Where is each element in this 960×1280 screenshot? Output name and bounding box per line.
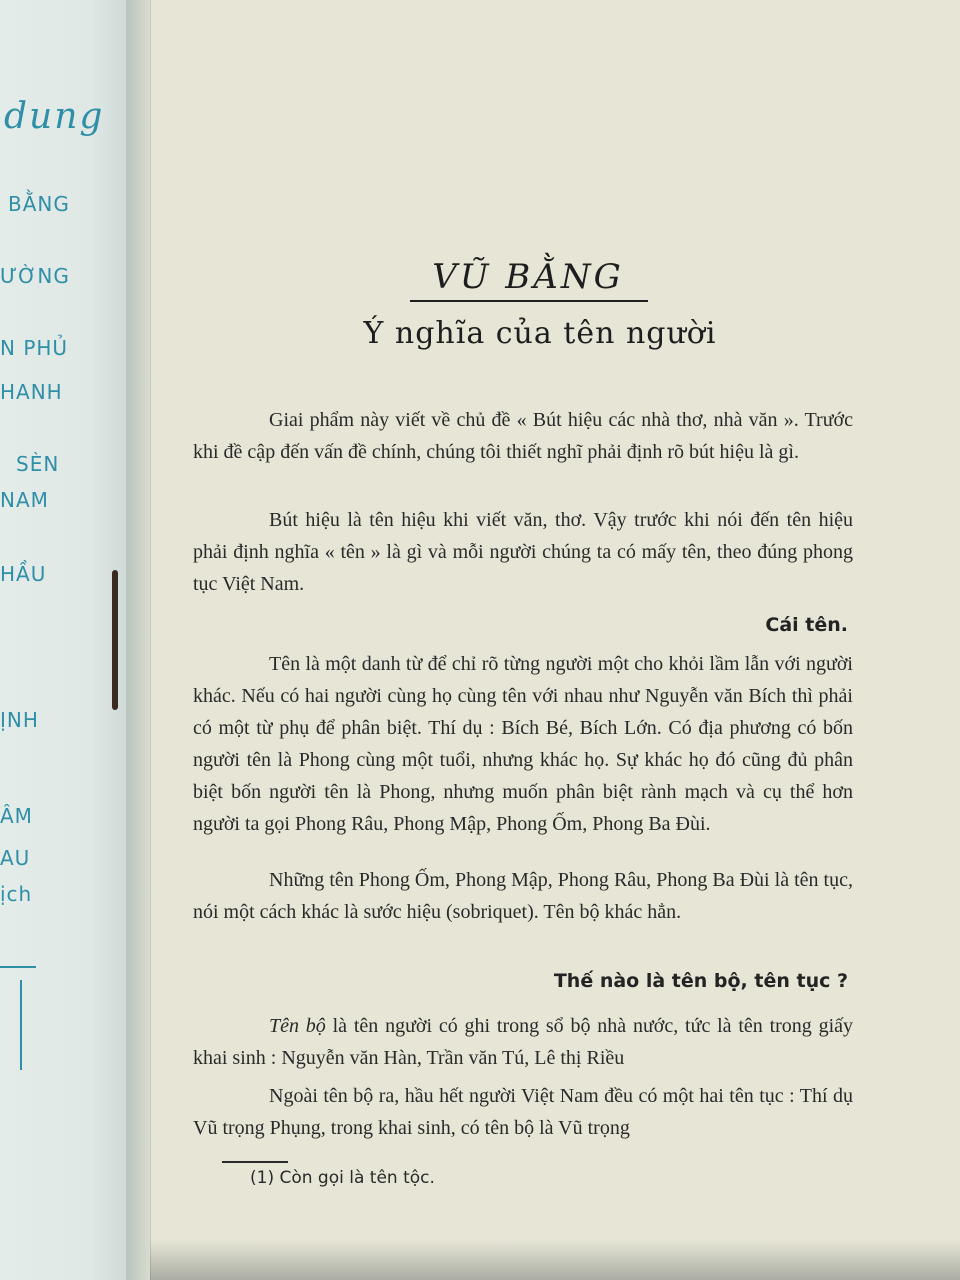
footnote-rule [222, 1161, 288, 1163]
footnote: (1) Còn gọi là tên tộc. [250, 1168, 435, 1188]
paragraph: Ngoài tên bộ ra, hầu hết người Việt Nam đều có một hai tên tục : Thí dụ Vũ trọng Phụng, trong khai sinh, có tên bộ là Vũ trọng [193, 1085, 853, 1139]
left-page-word: BẰNG [8, 192, 70, 216]
previous-page [0, 0, 130, 1280]
page-shadow [150, 1240, 960, 1280]
left-page-rule [20, 980, 22, 1070]
left-page-word: NAM [0, 488, 49, 512]
left-page-word: HANH [0, 380, 63, 404]
section-heading: Cái tên. [765, 614, 848, 636]
left-page-word: dung [4, 96, 105, 137]
left-page-word: N PHỦ [0, 336, 69, 360]
paragraph: Tên là một danh từ để chỉ rõ từng người một cho khỏi lầm lẫn với người khác. Nếu có hai người cùng họ cùng tên với nhau như Nguyễn văn Bích thì phải có một từ phụ để phân biệt. Thí dụ : Bích Bé, Bích Lớn. Có địa phương có bốn người tên là Phong cùng một tuổi, nhưng khác họ. Sự khác họ đó cũng đủ phân biệt bốn người tên là Phong, nhưng muốn phân biệt rành mạch và cụ thể hơn người ta gọi Phong Râu, Phong Mập, Phong Ốm, Phong Ba Đùi. [193, 653, 853, 835]
paragraph: Giai phẩm này viết về chủ đề « Bút hiệu các nhà thơ, nhà văn ». Trước khi đề cập đến vấn đề chính, chúng tôi thiết nghĩ phải định rõ bút hiệu là gì. [193, 409, 853, 463]
left-page-rule [0, 966, 36, 968]
left-page-word: AU [0, 846, 31, 870]
author-name: VŨ BẰNG [432, 257, 624, 297]
left-page-word: ƯỜNG [0, 264, 70, 288]
left-page-word: ÂM [0, 804, 33, 828]
paragraph: Bút hiệu là tên hiệu khi viết văn, thơ. Vậy trước khi nói đến tên hiệu phải định nghĩa « tên » là gì và mỗi người chúng ta có mấy tên, theo đúng phong tục Việt Nam. [193, 509, 853, 595]
paragraph [193, 1010, 853, 1074]
chapter-title: Ý nghĩa của tên người [363, 316, 717, 351]
paragraph: Những tên Phong Ốm, Phong Mập, Phong Râu, Phong Ba Đùi là tên tục, nói một cách khác là sước hiệu (sobriquet). Tên bộ khác hẳn. [193, 869, 853, 923]
section-heading: Thế nào là tên bộ, tên tục ? [553, 970, 848, 992]
left-page-word: ịch [0, 882, 33, 906]
author-underline [410, 300, 648, 302]
author-block [410, 256, 646, 302]
left-page-word: ỊNH [0, 708, 39, 732]
binding-stitch [100, 560, 126, 720]
left-page-word: HẦU [0, 562, 47, 586]
italic-term: Tên bộ [269, 1015, 326, 1037]
paragraph-text: là tên người có ghi trong sổ bộ nhà nước, tức là tên trong giấy khai sinh : Nguyễn văn Hàn, Trần văn Tú, Lê thị Riều [193, 1015, 854, 1069]
left-page-word: SÈN [16, 452, 60, 476]
